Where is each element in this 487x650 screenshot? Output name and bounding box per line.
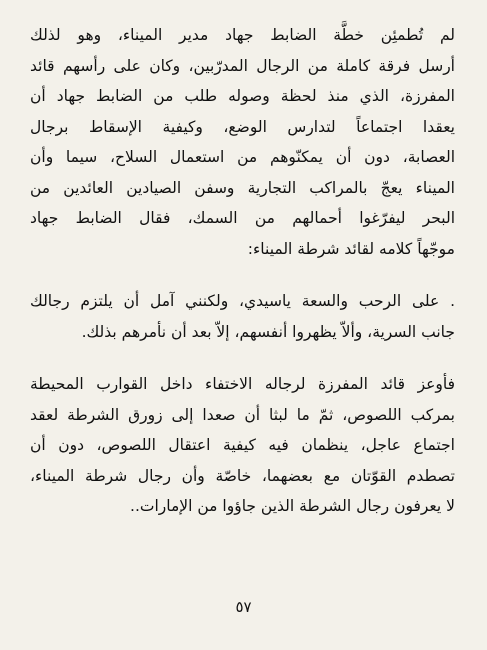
paragraph-spacer [30, 347, 455, 369]
text-line: بمركب اللصوص، ثمّ ما لبثا أن صعدا إلى زورق الشرطة لعقد [30, 405, 455, 424]
text-line: أرسل فرقة كاملة من الرجال المدرّبين، وكان على رأسهم قائد [30, 56, 455, 75]
text-line: لا يعرفون رجال الشرطة الذين جاؤوا من الإمارات.. [130, 497, 455, 515]
paragraph-2 [30, 286, 455, 347]
text-line: موجّهاً كلامه لقائد شرطة الميناء: [247, 239, 455, 258]
text-line: المفرزة، الذي منذ لحظة وصوله طلب من الضابط جهاد أن [30, 87, 455, 105]
text-line: . على الرحب والسعة ياسيدي، ولكنني آمل أن يلتزم رجالك [30, 292, 455, 310]
body-text [30, 20, 455, 522]
text-line: اجتماع عاجل، ينظمان فيه كيفية اعتقال اللصوص، دون أن [30, 436, 455, 454]
paragraph-spacer [30, 264, 455, 286]
text-line: يعقدا اجتماعاً لتدارس الوضع، وكيفية الإسقاط برجال [30, 117, 455, 136]
text-line: لم تُطمئِن خطَّة الضابط جهاد مدير الميناء، وهو لذلك [30, 26, 455, 44]
paragraph-3 [30, 369, 455, 522]
paragraph-1 [30, 20, 455, 264]
text-line: البحر ليفرّغوا أحمالهم من السمك، فقال الضابط جهاد [30, 209, 455, 227]
text-line: العصابة، دون أن يمكنّوهم من استعمال السلاح، سيما وأن [30, 148, 455, 166]
text-line: جانب السرية، وألاّ يظهروا أنفسهم، إلاّ بعد أن نأمرهم بذلك. [81, 322, 455, 341]
text-line: تصطدم القوّتان مع بعضهما، خاصّة وأن رجال شرطة الميناء، [30, 466, 455, 485]
text-line: فأوعز قائد المفرزة لرجاله الاختفاء داخل القوارب المحيطة [30, 375, 455, 393]
page-number: ٥٧ [235, 598, 252, 616]
text-line: الميناء يعجّ بالمراكب التجارية وسفن الصيادين العائدين من [30, 178, 455, 197]
